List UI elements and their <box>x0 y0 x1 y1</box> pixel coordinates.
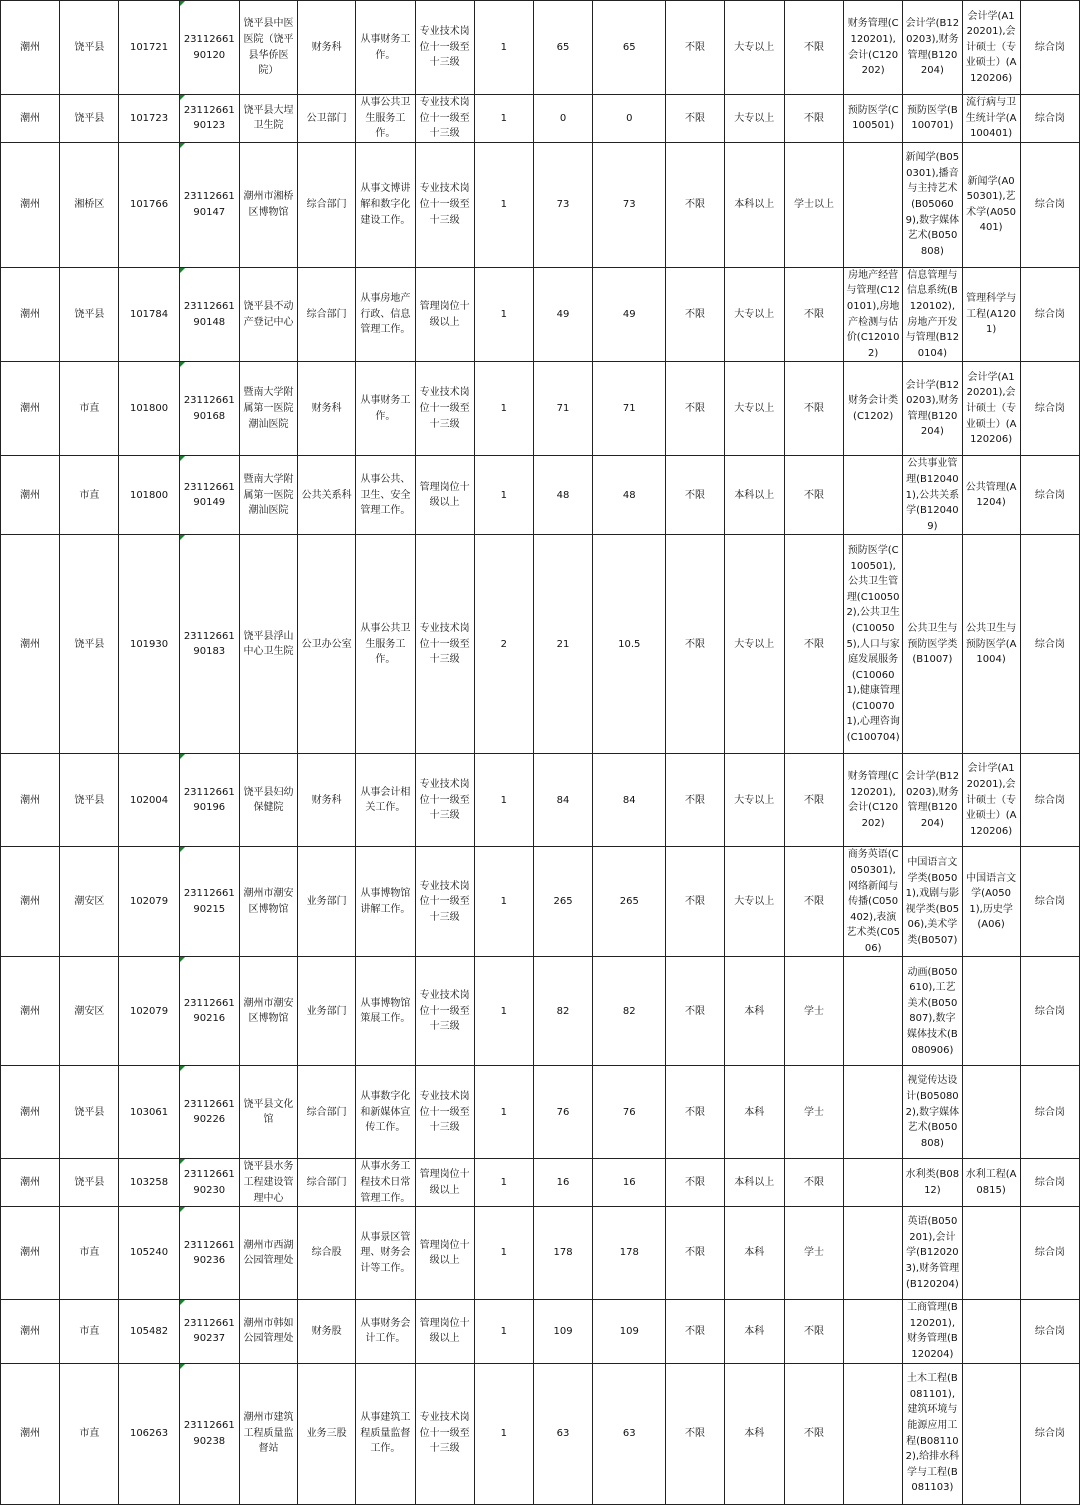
city-cell: 潮州 <box>1 1159 60 1207</box>
ratio-cell: 82 <box>593 957 666 1066</box>
category-cell: 综合岗 <box>1020 957 1079 1066</box>
position-code-cell: 23112661 90147 <box>179 142 239 267</box>
table-row <box>1 847 1080 957</box>
department-cell: 综合部门 <box>298 1159 356 1207</box>
city-cell: 潮州 <box>1 847 60 957</box>
major-bachelor-cell: 会计学(B120203),财务管理(B120204) <box>903 754 962 847</box>
major-bachelor-cell: 工商管理(B120201),财务管理(B120204) <box>903 1300 962 1363</box>
position-code-cell: 23112661 90238 <box>179 1363 239 1504</box>
quota-cell: 1 <box>474 456 533 535</box>
unit-code-cell: 103258 <box>119 1159 179 1207</box>
age-cell: 不限 <box>666 1 724 95</box>
unit-code-cell: 101784 <box>119 267 179 362</box>
duty-cell: 从事公共卫生服务工作。 <box>356 95 415 143</box>
applicants-cell: 76 <box>533 1066 592 1159</box>
ratio-cell: 48 <box>593 456 666 535</box>
unit-code-cell: 101723 <box>119 95 179 143</box>
major-college-cell <box>844 1159 903 1207</box>
duty-cell: 从事财务工作。 <box>356 1 415 95</box>
position-level-cell: 专业技术岗位十一级至十三级 <box>415 847 474 957</box>
ratio-cell: 10.5 <box>593 535 666 754</box>
position-code-cell: 23112661 90216 <box>179 957 239 1066</box>
unit-code-cell: 101766 <box>119 142 179 267</box>
district-cell: 市直 <box>60 456 119 535</box>
duty-cell: 从事博物馆讲解工作。 <box>356 847 415 957</box>
unit-name-cell: 潮州市韩如公园管理处 <box>239 1300 297 1363</box>
major-bachelor-cell: 英语(B050201),会计学(B120203),财务管理(B120204) <box>903 1207 962 1300</box>
table-row <box>1 456 1080 535</box>
major-college-cell: 预防医学(C100501),公共卫生管理(C100502),公共卫生(C100505),人口与家庭发展服务(C100601),健康管理(C100701),心理咨询(C100704) <box>844 535 903 754</box>
department-cell: 综合部门 <box>298 1066 356 1159</box>
unit-name-cell: 饶平县文化馆 <box>239 1066 297 1159</box>
unit-name-cell: 饶平县中医医院（饶平县华侨医院） <box>239 1 297 95</box>
ratio-cell: 71 <box>593 362 666 456</box>
major-bachelor-cell: 视觉传达设计(B050802),数字媒体艺术(B050808) <box>903 1066 962 1159</box>
major-college-cell: 财务会计类(C1202) <box>844 362 903 456</box>
major-master-cell: 会计学(A120201),会计硕士（专业硕士）(A120206) <box>962 362 1020 456</box>
duty-cell: 从事房地产行政、信息管理工作。 <box>356 267 415 362</box>
education-cell: 大专以上 <box>724 1 784 95</box>
age-cell: 不限 <box>666 456 724 535</box>
major-bachelor-cell: 土木工程(B081101),建筑环境与能源应用工程(B081102),给排水科学与工程(B081103) <box>903 1363 962 1504</box>
applicants-cell: 73 <box>533 142 592 267</box>
quota-cell: 1 <box>474 1363 533 1504</box>
department-cell: 公卫办公室 <box>298 535 356 754</box>
category-cell: 综合岗 <box>1020 362 1079 456</box>
quota-cell: 1 <box>474 267 533 362</box>
category-cell: 综合岗 <box>1020 142 1079 267</box>
duty-cell: 从事文博讲解和数字化建设工作。 <box>356 142 415 267</box>
city-cell: 潮州 <box>1 957 60 1066</box>
applicants-cell: 265 <box>533 847 592 957</box>
city-cell: 潮州 <box>1 1300 60 1363</box>
major-college-cell <box>844 142 903 267</box>
education-cell: 本科 <box>724 1363 784 1504</box>
city-cell: 潮州 <box>1 456 60 535</box>
position-level-cell: 专业技术岗位十一级至十三级 <box>415 1066 474 1159</box>
ratio-cell: 109 <box>593 1300 666 1363</box>
table-body <box>1 1 1080 1505</box>
city-cell: 潮州 <box>1 362 60 456</box>
duty-cell: 从事博物馆策展工作。 <box>356 957 415 1066</box>
department-cell: 综合股 <box>298 1207 356 1300</box>
department-cell: 公卫部门 <box>298 95 356 143</box>
unit-name-cell: 潮州市建筑工程质量监督站 <box>239 1363 297 1504</box>
city-cell: 潮州 <box>1 95 60 143</box>
table-row <box>1 267 1080 362</box>
unit-name-cell: 饶平县大埕卫生院 <box>239 95 297 143</box>
major-college-cell: 财务管理(C120201),会计(C120202) <box>844 1 903 95</box>
quota-cell: 1 <box>474 1300 533 1363</box>
education-cell: 大专以上 <box>724 754 784 847</box>
city-cell: 潮州 <box>1 267 60 362</box>
age-cell: 不限 <box>666 95 724 143</box>
degree-cell: 学士 <box>784 1207 843 1300</box>
position-code-cell: 23112661 90215 <box>179 847 239 957</box>
ratio-cell: 16 <box>593 1159 666 1207</box>
degree-cell: 不限 <box>784 754 843 847</box>
table-row <box>1 1159 1080 1207</box>
position-code-cell: 23112661 90236 <box>179 1207 239 1300</box>
table-row <box>1 535 1080 754</box>
position-level-cell: 专业技术岗位十一级至十三级 <box>415 957 474 1066</box>
quota-cell: 1 <box>474 95 533 143</box>
city-cell: 潮州 <box>1 1 60 95</box>
ratio-cell: 49 <box>593 267 666 362</box>
quota-cell: 1 <box>474 754 533 847</box>
major-college-cell <box>844 1066 903 1159</box>
applicants-cell: 63 <box>533 1363 592 1504</box>
applicants-cell: 109 <box>533 1300 592 1363</box>
department-cell: 业务三股 <box>298 1363 356 1504</box>
position-code-cell: 23112661 90123 <box>179 95 239 143</box>
table-row <box>1 142 1080 267</box>
applicants-cell: 82 <box>533 957 592 1066</box>
major-master-cell: 会计学(A120201),会计硕士（专业硕士）(A120206) <box>962 754 1020 847</box>
major-bachelor-cell: 会计学(B120203),财务管理(B120204) <box>903 1 962 95</box>
district-cell: 饶平县 <box>60 1066 119 1159</box>
quota-cell: 1 <box>474 1207 533 1300</box>
position-level-cell: 专业技术岗位十一级至十三级 <box>415 142 474 267</box>
position-code-cell: 23112661 90237 <box>179 1300 239 1363</box>
applicants-cell: 16 <box>533 1159 592 1207</box>
major-bachelor-cell: 中国语言文学类(B0501),戏剧与影视学类(B0506),美术学类(B0507) <box>903 847 962 957</box>
degree-cell: 不限 <box>784 95 843 143</box>
applicants-cell: 48 <box>533 456 592 535</box>
district-cell: 市直 <box>60 362 119 456</box>
major-master-cell: 水利工程(A0815) <box>962 1159 1020 1207</box>
major-college-cell: 商务英语(C050301),网络新闻与传播(C050402),表演艺术类(C0506) <box>844 847 903 957</box>
major-master-cell: 会计学(A120201),会计硕士（专业硕士）(A120206) <box>962 1 1020 95</box>
unit-name-cell: 暨南大学附属第一医院潮汕医院 <box>239 456 297 535</box>
major-master-cell <box>962 957 1020 1066</box>
age-cell: 不限 <box>666 1207 724 1300</box>
position-level-cell: 专业技术岗位十一级至十三级 <box>415 535 474 754</box>
district-cell: 市直 <box>60 1363 119 1504</box>
quota-cell: 1 <box>474 1 533 95</box>
age-cell: 不限 <box>666 1159 724 1207</box>
district-cell: 潮安区 <box>60 847 119 957</box>
degree-cell: 不限 <box>784 1363 843 1504</box>
table-row <box>1 1 1080 95</box>
age-cell: 不限 <box>666 847 724 957</box>
unit-code-cell: 101800 <box>119 456 179 535</box>
city-cell: 潮州 <box>1 754 60 847</box>
position-code-cell: 23112661 90120 <box>179 1 239 95</box>
table-row <box>1 362 1080 456</box>
degree-cell: 不限 <box>784 267 843 362</box>
duty-cell: 从事财务会计工作。 <box>356 1300 415 1363</box>
age-cell: 不限 <box>666 957 724 1066</box>
city-cell: 潮州 <box>1 1066 60 1159</box>
unit-code-cell: 106263 <box>119 1363 179 1504</box>
table-row <box>1 95 1080 143</box>
duty-cell: 从事公共、卫生、安全管理工作。 <box>356 456 415 535</box>
major-master-cell: 管理科学与工程(A1201) <box>962 267 1020 362</box>
unit-code-cell: 101930 <box>119 535 179 754</box>
city-cell: 潮州 <box>1 1207 60 1300</box>
age-cell: 不限 <box>666 535 724 754</box>
education-cell: 本科以上 <box>724 1159 784 1207</box>
unit-code-cell: 102079 <box>119 847 179 957</box>
duty-cell: 从事数字化和新媒体宣传工作。 <box>356 1066 415 1159</box>
applicants-cell: 0 <box>533 95 592 143</box>
major-college-cell <box>844 1363 903 1504</box>
ratio-cell: 73 <box>593 142 666 267</box>
quota-cell: 1 <box>474 1066 533 1159</box>
unit-name-cell: 潮州市潮安区博物馆 <box>239 847 297 957</box>
applicants-cell: 65 <box>533 1 592 95</box>
district-cell: 市直 <box>60 1207 119 1300</box>
applicants-cell: 84 <box>533 754 592 847</box>
major-bachelor-cell: 预防医学(B100701) <box>903 95 962 143</box>
major-college-cell: 财务管理(C120201),会计(C120202) <box>844 754 903 847</box>
district-cell: 饶平县 <box>60 754 119 847</box>
ratio-cell: 178 <box>593 1207 666 1300</box>
category-cell: 综合岗 <box>1020 456 1079 535</box>
unit-name-cell: 潮州市西湖公园管理处 <box>239 1207 297 1300</box>
major-master-cell: 公共卫生与预防医学(A1004) <box>962 535 1020 754</box>
major-bachelor-cell: 新闻学(B050301),播音与主持艺术(B050609),数字媒体艺术(B050808) <box>903 142 962 267</box>
unit-name-cell: 饶平县浮山中心卫生院 <box>239 535 297 754</box>
table-row <box>1 1363 1080 1504</box>
unit-code-cell: 102079 <box>119 957 179 1066</box>
district-cell: 饶平县 <box>60 1 119 95</box>
ratio-cell: 84 <box>593 754 666 847</box>
degree-cell: 不限 <box>784 456 843 535</box>
age-cell: 不限 <box>666 362 724 456</box>
education-cell: 大专以上 <box>724 95 784 143</box>
unit-code-cell: 103061 <box>119 1066 179 1159</box>
ratio-cell: 63 <box>593 1363 666 1504</box>
degree-cell: 学士 <box>784 957 843 1066</box>
position-code-cell: 23112661 90149 <box>179 456 239 535</box>
education-cell: 本科 <box>724 1207 784 1300</box>
education-cell: 大专以上 <box>724 267 784 362</box>
major-college-cell: 房地产经营与管理(C120101),房地产检测与估价(C120102) <box>844 267 903 362</box>
degree-cell: 不限 <box>784 1300 843 1363</box>
table-row <box>1 1207 1080 1300</box>
category-cell: 综合岗 <box>1020 1363 1079 1504</box>
department-cell: 财务股 <box>298 1300 356 1363</box>
quota-cell: 1 <box>474 847 533 957</box>
major-master-cell <box>962 1207 1020 1300</box>
major-master-cell <box>962 1363 1020 1504</box>
position-code-cell: 23112661 90148 <box>179 267 239 362</box>
category-cell: 综合岗 <box>1020 847 1079 957</box>
department-cell: 公共关系科 <box>298 456 356 535</box>
education-cell: 本科以上 <box>724 142 784 267</box>
department-cell: 综合部门 <box>298 142 356 267</box>
department-cell: 综合部门 <box>298 267 356 362</box>
category-cell: 综合岗 <box>1020 1300 1079 1363</box>
unit-code-cell: 105482 <box>119 1300 179 1363</box>
position-level-cell: 管理岗位十级以上 <box>415 456 474 535</box>
district-cell: 饶平县 <box>60 1159 119 1207</box>
quota-cell: 1 <box>474 1159 533 1207</box>
major-college-cell <box>844 456 903 535</box>
ratio-cell: 265 <box>593 847 666 957</box>
unit-code-cell: 102004 <box>119 754 179 847</box>
major-college-cell <box>844 1300 903 1363</box>
unit-code-cell: 101721 <box>119 1 179 95</box>
position-level-cell: 管理岗位十级以上 <box>415 1300 474 1363</box>
duty-cell: 从事财务工作。 <box>356 362 415 456</box>
district-cell: 潮安区 <box>60 957 119 1066</box>
major-master-cell: 中国语言文学(A0501),历史学(A06) <box>962 847 1020 957</box>
category-cell: 综合岗 <box>1020 1 1079 95</box>
major-bachelor-cell: 水利类(B0812) <box>903 1159 962 1207</box>
district-cell: 市直 <box>60 1300 119 1363</box>
unit-name-cell: 潮州市潮安区博物馆 <box>239 957 297 1066</box>
education-cell: 本科 <box>724 957 784 1066</box>
degree-cell: 学士以上 <box>784 142 843 267</box>
applicants-cell: 71 <box>533 362 592 456</box>
age-cell: 不限 <box>666 1066 724 1159</box>
degree-cell: 不限 <box>784 1159 843 1207</box>
applicants-cell: 21 <box>533 535 592 754</box>
major-college-cell <box>844 1207 903 1300</box>
duty-cell: 从事会计相关工作。 <box>356 754 415 847</box>
category-cell: 综合岗 <box>1020 267 1079 362</box>
duty-cell: 从事景区管理、财务会计等工作。 <box>356 1207 415 1300</box>
quota-cell: 1 <box>474 362 533 456</box>
unit-code-cell: 101800 <box>119 362 179 456</box>
quota-cell: 1 <box>474 142 533 267</box>
department-cell: 财务科 <box>298 1 356 95</box>
category-cell: 综合岗 <box>1020 1066 1079 1159</box>
city-cell: 潮州 <box>1 142 60 267</box>
department-cell: 财务科 <box>298 754 356 847</box>
education-cell: 大专以上 <box>724 535 784 754</box>
position-level-cell: 专业技术岗位十一级至十三级 <box>415 95 474 143</box>
degree-cell: 不限 <box>784 535 843 754</box>
major-bachelor-cell: 会计学(B120203),财务管理(B120204) <box>903 362 962 456</box>
major-master-cell: 新闻学(A050301),艺术学(A050401) <box>962 142 1020 267</box>
unit-name-cell: 饶平县不动产登记中心 <box>239 267 297 362</box>
unit-name-cell: 暨南大学附属第一医院潮汕医院 <box>239 362 297 456</box>
education-cell: 本科 <box>724 1300 784 1363</box>
degree-cell: 不限 <box>784 847 843 957</box>
ratio-cell: 65 <box>593 1 666 95</box>
age-cell: 不限 <box>666 1300 724 1363</box>
district-cell: 饶平县 <box>60 535 119 754</box>
education-cell: 本科 <box>724 1066 784 1159</box>
category-cell: 综合岗 <box>1020 535 1079 754</box>
major-bachelor-cell: 公共事业管理(B120401),公共关系学(B120409) <box>903 456 962 535</box>
applicants-cell: 49 <box>533 267 592 362</box>
major-bachelor-cell: 公共卫生与预防医学类(B1007) <box>903 535 962 754</box>
position-code-cell: 23112661 90183 <box>179 535 239 754</box>
applicants-cell: 178 <box>533 1207 592 1300</box>
position-level-cell: 管理岗位十级以上 <box>415 1207 474 1300</box>
position-code-cell: 23112661 90230 <box>179 1159 239 1207</box>
table-row <box>1 754 1080 847</box>
city-cell: 潮州 <box>1 1363 60 1504</box>
major-master-cell: 流行病与卫生统计学(A100401) <box>962 95 1020 143</box>
table-row <box>1 1300 1080 1363</box>
unit-name-cell: 潮州市湘桥区博物馆 <box>239 142 297 267</box>
major-master-cell: 公共管理(A1204) <box>962 456 1020 535</box>
duty-cell: 从事公共卫生服务工作。 <box>356 535 415 754</box>
major-college-cell <box>844 957 903 1066</box>
category-cell: 综合岗 <box>1020 1159 1079 1207</box>
position-level-cell: 专业技术岗位十一级至十三级 <box>415 362 474 456</box>
position-level-cell: 专业技术岗位十一级至十三级 <box>415 1363 474 1504</box>
category-cell: 综合岗 <box>1020 95 1079 143</box>
city-cell: 潮州 <box>1 535 60 754</box>
duty-cell: 从事建筑工程质量监督工作。 <box>356 1363 415 1504</box>
department-cell: 业务部门 <box>298 847 356 957</box>
quota-cell: 1 <box>474 957 533 1066</box>
unit-name-cell: 饶平县水务工程建设管理中心 <box>239 1159 297 1207</box>
district-cell: 饶平县 <box>60 267 119 362</box>
degree-cell: 不限 <box>784 362 843 456</box>
position-code-cell: 23112661 90226 <box>179 1066 239 1159</box>
education-cell: 大专以上 <box>724 362 784 456</box>
education-cell: 本科以上 <box>724 456 784 535</box>
quota-cell: 2 <box>474 535 533 754</box>
district-cell: 饶平县 <box>60 95 119 143</box>
department-cell: 业务部门 <box>298 957 356 1066</box>
position-level-cell: 管理岗位十级以上 <box>415 267 474 362</box>
ratio-cell: 0 <box>593 95 666 143</box>
age-cell: 不限 <box>666 754 724 847</box>
position-level-cell: 管理岗位十级以上 <box>415 1159 474 1207</box>
major-master-cell <box>962 1066 1020 1159</box>
department-cell: 财务科 <box>298 362 356 456</box>
age-cell: 不限 <box>666 142 724 267</box>
major-college-cell: 预防医学(C100501) <box>844 95 903 143</box>
position-code-cell: 23112661 90196 <box>179 754 239 847</box>
category-cell: 综合岗 <box>1020 754 1079 847</box>
major-master-cell <box>962 1300 1020 1363</box>
age-cell: 不限 <box>666 267 724 362</box>
position-code-cell: 23112661 90168 <box>179 362 239 456</box>
unit-code-cell: 105240 <box>119 1207 179 1300</box>
category-cell: 综合岗 <box>1020 1207 1079 1300</box>
degree-cell: 不限 <box>784 1 843 95</box>
duty-cell: 从事水务工程技术日常管理工作。 <box>356 1159 415 1207</box>
major-bachelor-cell: 信息管理与信息系统(B120102),房地产开发与管理(B120104) <box>903 267 962 362</box>
unit-name-cell: 饶平县妇幼保健院 <box>239 754 297 847</box>
position-level-cell: 专业技术岗位十一级至十三级 <box>415 1 474 95</box>
district-cell: 湘桥区 <box>60 142 119 267</box>
education-cell: 大专以上 <box>724 847 784 957</box>
age-cell: 不限 <box>666 1363 724 1504</box>
position-level-cell: 专业技术岗位十一级至十三级 <box>415 754 474 847</box>
ratio-cell: 76 <box>593 1066 666 1159</box>
major-bachelor-cell: 动画(B050610),工艺美术(B050807),数字媒体技术(B080906) <box>903 957 962 1066</box>
degree-cell: 学士 <box>784 1066 843 1159</box>
table-row <box>1 957 1080 1066</box>
table-row <box>1 1066 1080 1159</box>
